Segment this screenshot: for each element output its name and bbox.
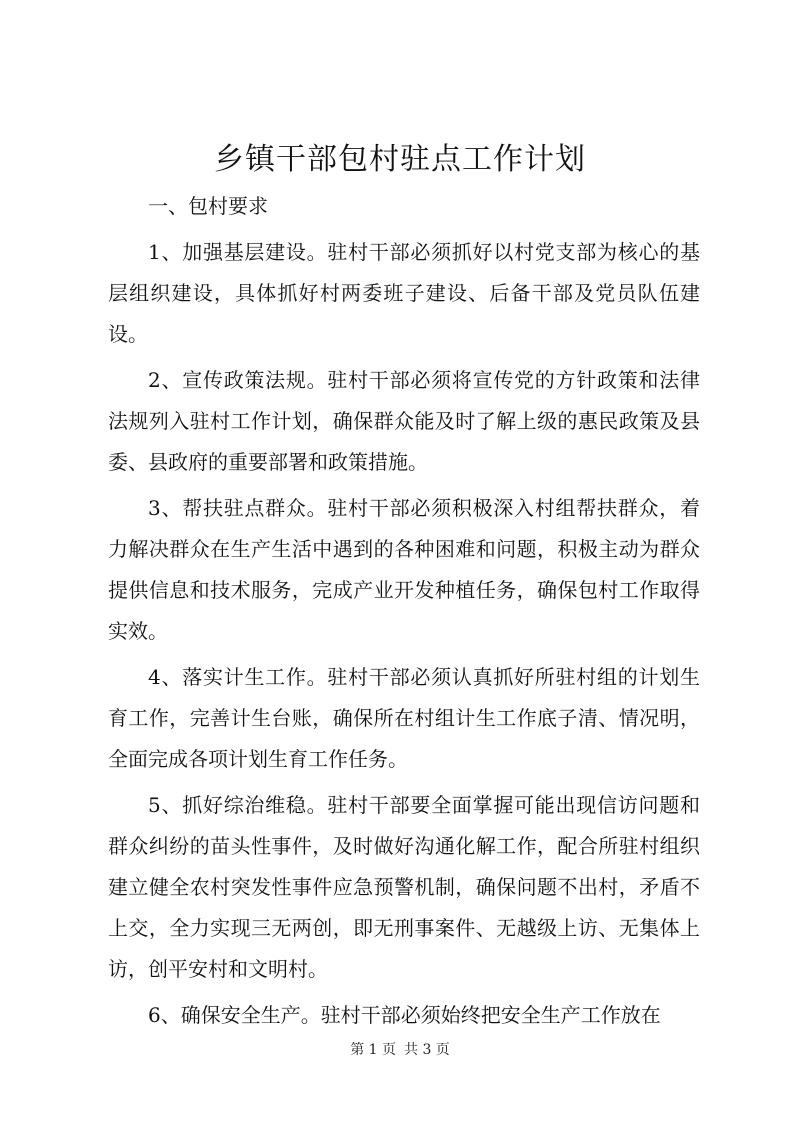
body-paragraph: 2、宣传政策法规。驻村干部必须将宣传党的方针政策和法律法规列入驻村工作计划，确保群众能及时了解上级的惠民政策及县委、县政府的重要部署和政策措施。 [108, 368, 700, 474]
body-paragraph: 1、加强基层建设。驻村干部必须抓好以村党支部为核心的基层组织建设，具体抓好村两委班子建设、后备干部及党员队伍建设。 [108, 240, 700, 346]
page-total: 共 3 页 [404, 1042, 450, 1058]
section-heading: 一、包村要求 [148, 194, 268, 218]
body-paragraph: 5、抓好综治维稳。驻村干部要全面掌握可能出现信访问题和群众纠纷的苗头性事件，及时做好沟通化解工作，配合所驻村组织建立健全农村突发性事件应急预警机制，确保问题不出村，矛盾不上交，全力实现三无两创，即无刑事案件、无越级上访、无集体上访，创平安村和文明村。 [108, 793, 700, 981]
body-paragraph: 3、帮扶驻点群众。驻村干部必须积极深入村组帮扶群众，着力解决群众在生产生活中遇到的各种困难和问题，积极主动为群众提供信息和技术服务，完成产业开发种植任务，确保包村工作取得实效。 [108, 496, 700, 643]
body-paragraph: 4、落实计生工作。驻村干部必须认真抓好所驻村组的计划生育工作，完善计生台账，确保所在村组计生工作底子清、情况明，全面完成各项计划生育工作任务。 [108, 665, 700, 771]
document-body [108, 186, 700, 1041]
body-paragraph: 6、确保安全生产。驻村干部必须始终把安全生产工作放在 [148, 1003, 661, 1027]
page-footer [0, 1040, 800, 1060]
document-title: 乡镇干部包村驻点工作计划 [214, 142, 586, 177]
page-number: 第 1 页 [350, 1042, 396, 1058]
